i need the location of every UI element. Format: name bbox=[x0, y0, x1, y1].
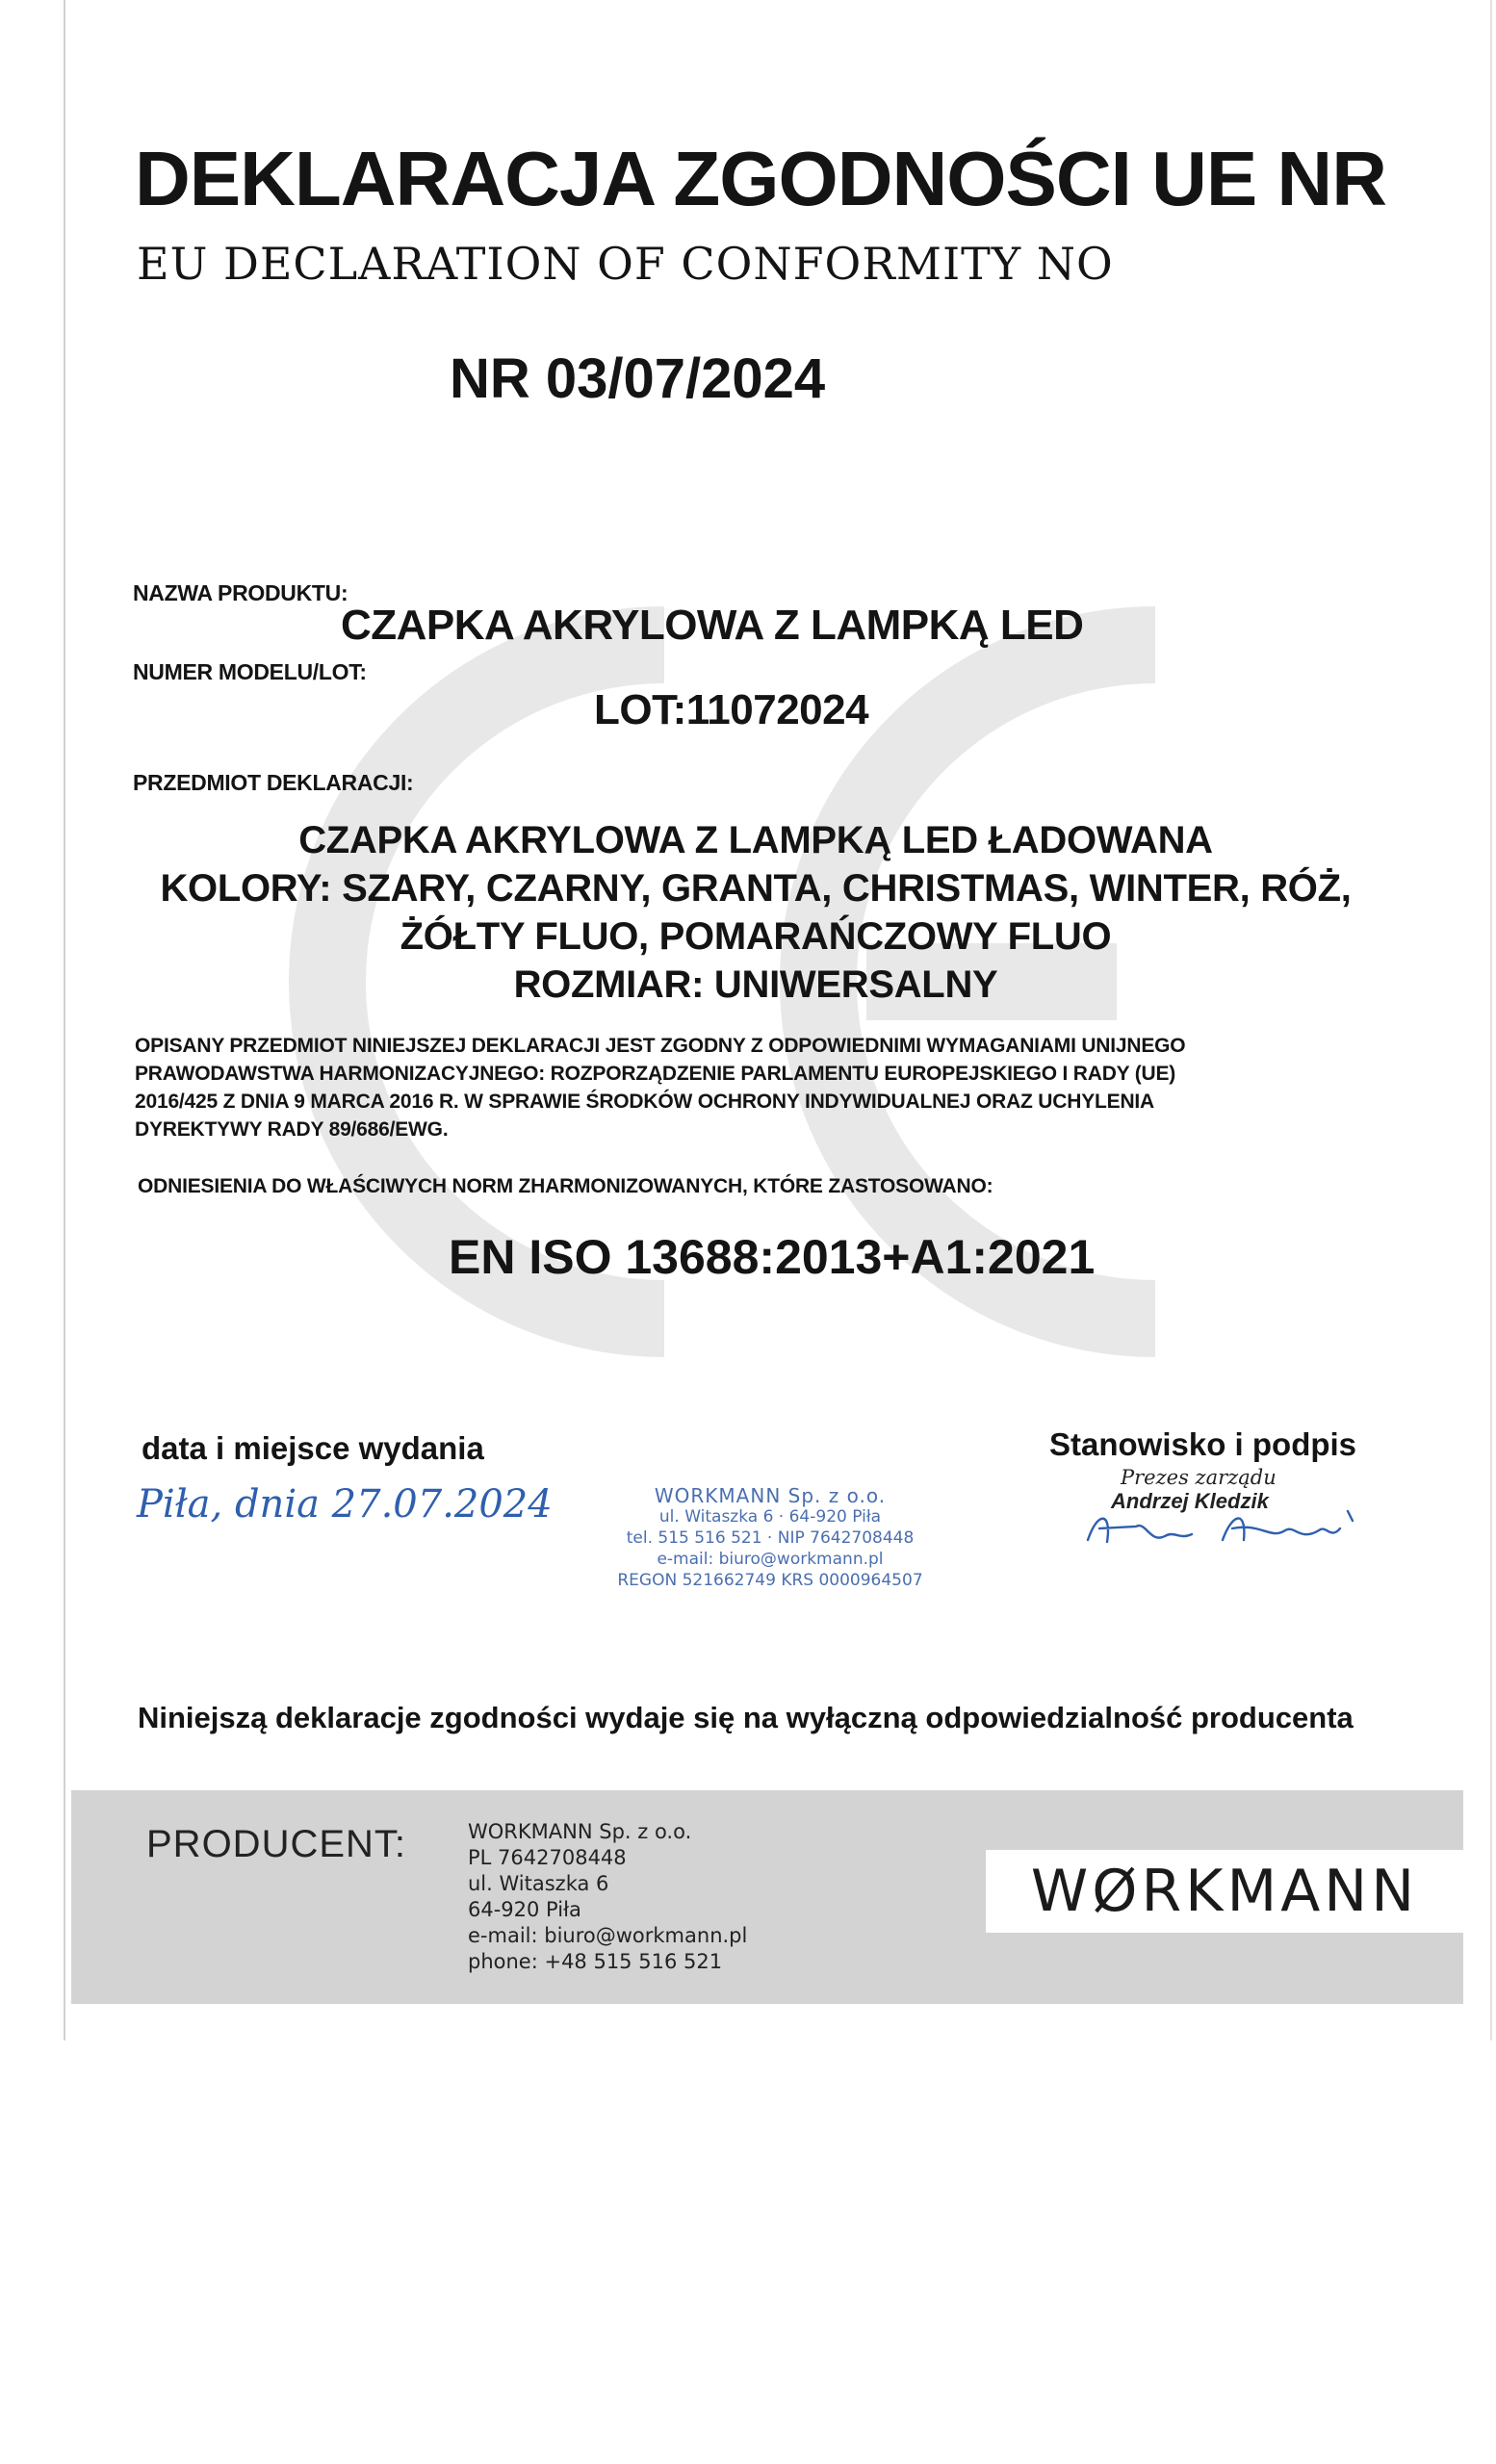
subject-line: KOLORY: SZARY, CZARNY, GRANTA, CHRISTMAS, WINTER, RÓŻ, bbox=[160, 867, 1352, 910]
stamp-line: WORKMANN Sp. z o.o. bbox=[654, 1484, 887, 1507]
declaration-subtitle: EU DECLARATION OF CONFORMITY NO bbox=[137, 238, 1114, 290]
harmonized-standard: EN ISO 13688:2013+A1:2021 bbox=[449, 1230, 1096, 1284]
signer-position: Prezes zarządu bbox=[1121, 1466, 1277, 1489]
producer-info bbox=[468, 1819, 747, 1975]
declaration-title: DEKLARACJA ZGODNOŚCI UE NR bbox=[135, 136, 1386, 221]
workmann-logo bbox=[986, 1850, 1463, 1933]
stamp-line: REGON 521662749 KRS 0000964507 bbox=[617, 1571, 923, 1590]
subject-line: ROZMIAR: UNIWERSALNY bbox=[513, 963, 998, 1006]
product-name-value: CZAPKA AKRYLOWA Z LAMPKĄ LED bbox=[341, 602, 1084, 649]
statement-line: 2016/425 Z DNIA 9 MARCA 2016 R. W SPRAWIE ŚRODKÓW OCHRONY INDYWIDUALNEJ ORAZ UCHYLENIA bbox=[135, 1091, 1155, 1113]
product-name-label: NAZWA PRODUKTU: bbox=[133, 580, 348, 605]
declaration-number: NR 03/07/2024 bbox=[450, 347, 826, 410]
stamp-line: tel. 515 516 521 · NIP 7642708448 bbox=[626, 1528, 915, 1548]
signature-label: Stanowisko i podpis bbox=[1049, 1426, 1357, 1462]
norms-label: ODNIESIENIA DO WŁAŚCIWYCH NORM ZHARMONIZOWANYCH, KTÓRE ZASTOSOWANO: bbox=[138, 1175, 993, 1197]
stamp-line: e-mail: biuro@workmann.pl bbox=[657, 1550, 884, 1569]
subject-block bbox=[135, 816, 1377, 1009]
logo-text: WØRKMANN bbox=[1030, 1858, 1419, 1925]
scan-edge-left bbox=[64, 0, 65, 2040]
producer-footer bbox=[71, 1790, 1463, 2004]
stamp-line: ul. Witaszka 6 · 64-920 Piła bbox=[658, 1507, 882, 1527]
issue-date-place-label: data i miejsce wydania bbox=[142, 1430, 484, 1466]
subject-label: PRZEDMIOT DEKLARACJI: bbox=[133, 770, 414, 795]
producer-info-line: WORKMANN Sp. z o.o. bbox=[468, 1820, 692, 1843]
producer-label: PRODUCENT: bbox=[146, 1823, 407, 1865]
statement-line: PRAWODAWSTWA HARMONIZACYJNEGO: ROZPORZĄDZENIE PARLAMENTU EUROPEJSKIEGO I RADY (UE) bbox=[135, 1063, 1176, 1085]
producer-info-line: 64-920 Piła bbox=[468, 1898, 581, 1921]
handwritten-signature bbox=[1078, 1502, 1357, 1559]
scan-edge-right bbox=[1490, 0, 1492, 2040]
producer-info-line: e-mail: biuro@workmann.pl bbox=[468, 1924, 748, 1947]
model-number-value: LOT:11072024 bbox=[594, 686, 869, 733]
company-stamp bbox=[587, 1485, 953, 1591]
statement-line: OPISANY PRZEDMIOT NINIEJSZEJ DEKLARACJI JEST ZGODNY Z ODPOWIEDNIMI WYMAGANIAMI UNIJNEGO bbox=[135, 1035, 1186, 1057]
responsibility-statement: Niniejszą deklaracje zgodności wydaje się na wyłączną odpowiedzialność producenta bbox=[138, 1701, 1354, 1734]
model-number-label: NUMER MODELU/LOT: bbox=[133, 659, 367, 684]
producer-info-line: ul. Witaszka 6 bbox=[468, 1872, 609, 1895]
subject-line: CZAPKA AKRYLOWA Z LAMPKĄ LED ŁADOWANA bbox=[298, 819, 1213, 861]
producer-info-line: phone: +48 515 516 521 bbox=[468, 1950, 723, 1973]
signer-name: Andrzej Kledzik bbox=[1111, 1489, 1269, 1513]
compliance-statement bbox=[135, 1032, 1425, 1143]
producer-info-line: PL 7642708448 bbox=[468, 1846, 627, 1869]
subject-line: ŻÓŁTY FLUO, POMARAŃCZOWY FLUO bbox=[400, 915, 1112, 958]
handwritten-place-date: Piła, dnia 27.07.2024 bbox=[137, 1482, 553, 1527]
statement-line: DYREKTYWY RADY 89/686/EWG. bbox=[135, 1118, 449, 1141]
